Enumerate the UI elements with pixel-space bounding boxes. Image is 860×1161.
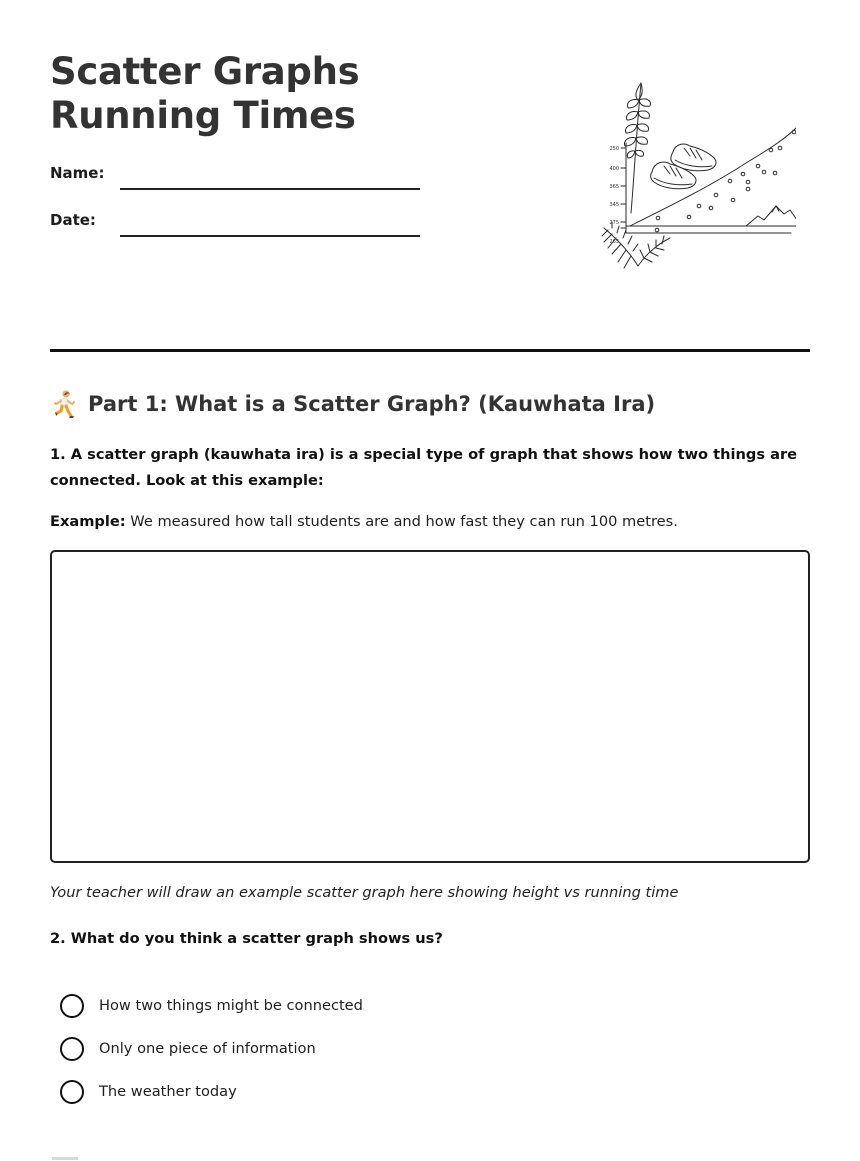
fern-left-top-icon — [625, 83, 651, 213]
drawing-caption: Your teacher will draw an example scatter graph here showing height vs running time — [50, 884, 679, 901]
option-label: How two things might be connected — [99, 997, 363, 1014]
date-field[interactable] — [120, 235, 420, 237]
example-description: We measured how tall students are and how fast they can run 100 metres. — [125, 513, 678, 530]
running-shoes-icon — [651, 144, 716, 189]
page-title: Scatter Graphs Running Times — [50, 50, 360, 137]
example-text — [50, 511, 810, 533]
part1-title: Part 1: What is a Scatter Graph? (Kauwhata Ira) — [88, 392, 656, 416]
tick-label-5: 275 — [609, 220, 619, 226]
runner-icon — [50, 389, 78, 419]
tick-label-2: 400 — [609, 166, 619, 172]
radio-button[interactable] — [60, 1037, 84, 1061]
radio-button[interactable] — [60, 1080, 84, 1104]
worksheet-header — [50, 50, 810, 350]
question-1: 1. A scatter graph (kauwhata ira) is a special type of graph that shows how two things are connected. Look at this example: — [50, 446, 798, 489]
tick-label-3: 365 — [609, 184, 619, 190]
fern-left-bottom-icon — [602, 222, 670, 268]
scatter-graph-drawing-area[interactable] — [50, 550, 810, 863]
date-field-row — [50, 211, 430, 241]
name-label: Name: — [50, 164, 105, 182]
page-footer-mark — [52, 1157, 78, 1160]
part1-heading — [50, 387, 810, 421]
option-weather[interactable] — [60, 1080, 660, 1123]
tick-label-1: 250 — [609, 146, 619, 152]
name-field[interactable] — [120, 188, 420, 190]
option-label: Only one piece of information — [99, 1040, 316, 1057]
option-one-piece[interactable] — [60, 1037, 660, 1080]
name-field-row — [50, 164, 430, 194]
example-label: Example: — [50, 513, 126, 530]
option-label: The weather today — [99, 1083, 237, 1100]
scatter-graph-running-shoes-illustration — [546, 78, 796, 293]
section-divider — [50, 349, 810, 352]
question-2: 2. What do you think a scatter graph shows us? — [50, 930, 443, 947]
date-label: Date: — [50, 211, 96, 229]
radio-button[interactable] — [60, 994, 84, 1018]
tick-label-6: 265 — [609, 239, 619, 245]
question-2-options — [60, 994, 660, 1123]
tick-label-4: 345 — [609, 202, 619, 208]
option-connected[interactable] — [60, 994, 660, 1037]
